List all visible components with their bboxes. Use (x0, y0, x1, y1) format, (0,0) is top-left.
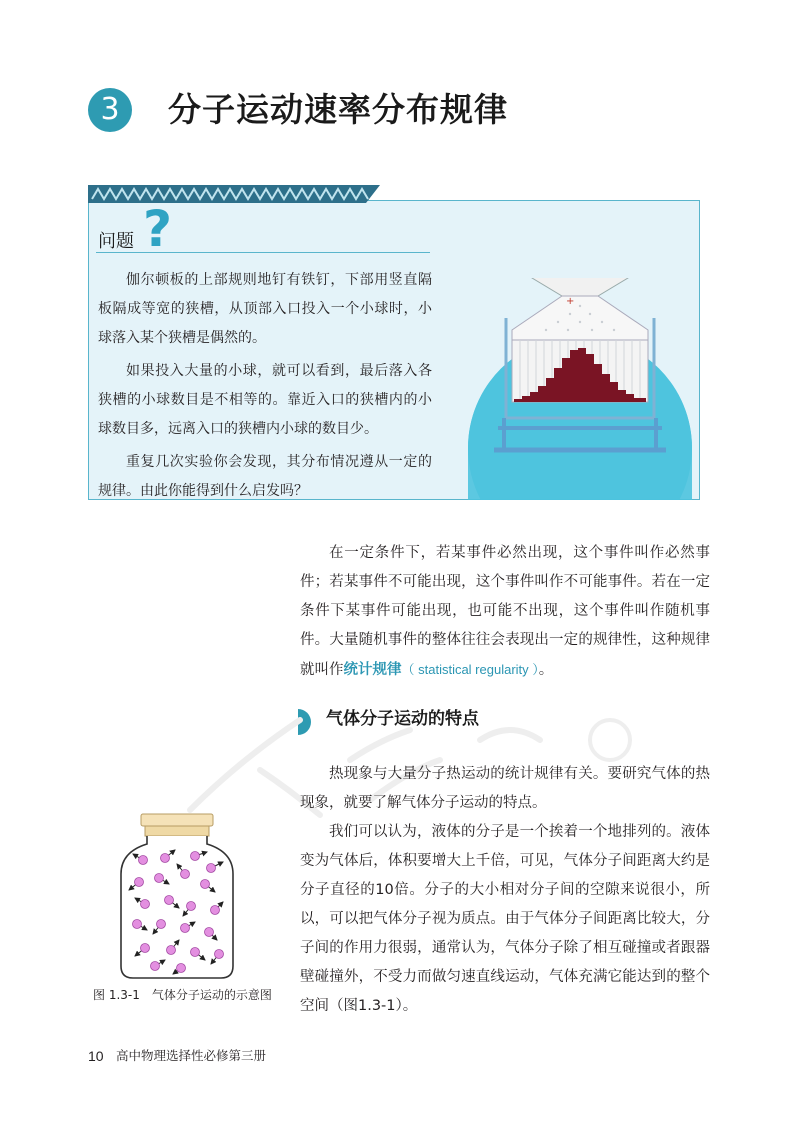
intro-text: 在一定条件下，若某事件必然出现，这个事件叫作必然事件；若某事件不可能出现，这个事件叫作不可能事件。若在一定条件下某事件可能出现，也可能不出现，这个事件叫作随机事件。大量随机事件的整体往往会表现出一定的规律性，这种规律就叫作 (300, 545, 710, 678)
question-text (98, 266, 432, 510)
intro-paragraph (300, 539, 710, 685)
question-paragraph: 重复几次实验你会发现，其分布情况遵从一定的规律。由此你能得到什么启发吗？ (98, 454, 432, 499)
figure-caption: 图 1.3-1 气体分子运动的示意图 (93, 988, 272, 1002)
question-paragraph: 如果投入大量的小球，就可以看到，最后落入各狭槽的小球数目是不相等的。靠近入口的狭槽内的小球数目多，远离入口的狭槽内小球的数目少。 (98, 363, 432, 437)
question-divider (96, 252, 430, 253)
galton-board-illustration (458, 278, 700, 500)
intro-end: 。 (538, 662, 554, 678)
gas-molecule (181, 870, 190, 879)
gas-molecule (141, 944, 150, 953)
gas-molecule (207, 864, 216, 873)
body-paragraph: 我们可以认为，液体的分子是一个挨着一个地排列的。液体变为气体后，体积要增大上千倍，可见，气体分子间距离大约是分子直径的10倍。分子的大小相对分子间的空隙来说很小，所以，可以把气体分子视为质点。由于气体分子间距离比较大，分子间的作用力很弱，通常认为，气体分子除了相互碰撞或者跟器壁碰撞外，不受力而做匀速直线运动，气体充满它能达到的整个空间（图1.3-1）。 (300, 824, 710, 1014)
question-paragraph: 伽尔顿板的上部规则地钉有铁钉，下部用竖直隔板隔成等宽的狭槽，从顶部入口投入一个小球时，小球落入某个狭槽是偶然的。 (98, 272, 432, 346)
book-title: 高中物理选择性必修第三册 (116, 1048, 267, 1063)
gas-molecule (205, 928, 214, 937)
gas-molecule (177, 964, 186, 973)
key-term-english: （ statistical regularity ） (401, 662, 539, 677)
gas-molecule (201, 880, 210, 889)
gas-molecule (151, 962, 160, 971)
gas-molecule (167, 946, 176, 955)
question-box-banner (88, 185, 388, 203)
gas-molecule (157, 920, 166, 929)
page-number: 10 (88, 1048, 104, 1064)
subsection-title: 气体分子运动的特点 (326, 709, 479, 729)
gas-molecule (135, 878, 144, 887)
gas-molecules-jar-illustration (115, 812, 245, 982)
gas-molecule (181, 924, 190, 933)
gas-molecule (191, 852, 200, 861)
section-title: 分子运动速率分布规律 (168, 90, 508, 129)
gas-molecule (215, 950, 224, 959)
section-number-badge: 3 (88, 88, 132, 132)
gas-molecule (139, 856, 148, 865)
body-paragraph: 热现象与大量分子热运动的统计规律有关。要研究气体的热现象，就要了解气体分子运动的特点。 (300, 766, 710, 811)
gas-molecule (161, 854, 170, 863)
question-label: 问题 (98, 231, 134, 252)
svg-text:+: + (566, 296, 575, 307)
gas-molecule (191, 948, 200, 957)
key-term: 统计规律 (343, 662, 402, 678)
gas-molecule (187, 902, 196, 911)
gas-molecule (165, 896, 174, 905)
body-text (300, 760, 710, 1021)
gas-molecule (133, 920, 142, 929)
gas-molecule (211, 906, 220, 915)
gas-molecule (141, 900, 150, 909)
question-mark-icon: ? (143, 200, 173, 258)
gas-molecule (155, 874, 164, 883)
